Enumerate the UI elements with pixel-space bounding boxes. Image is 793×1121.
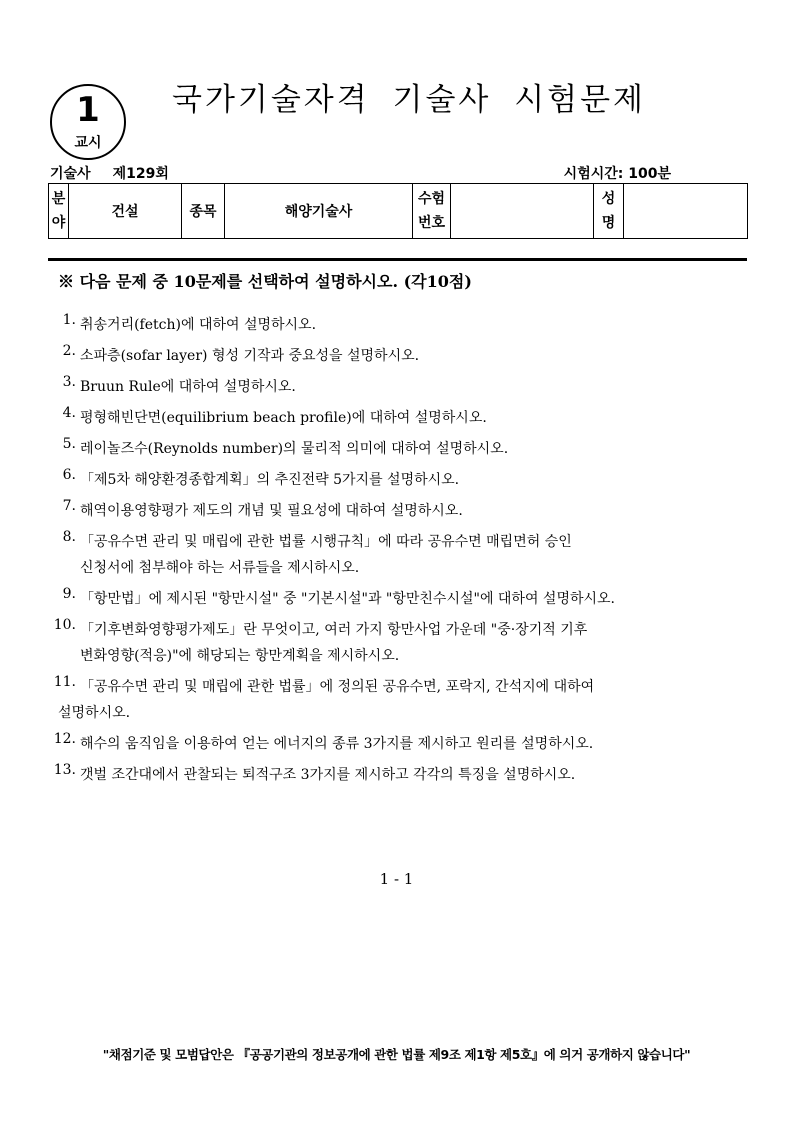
question-item: [50, 374, 750, 400]
examinee-number-field[interactable]: [451, 184, 594, 239]
question-item: [50, 674, 750, 726]
question-number: 8.: [62, 529, 76, 545]
question-number: 11.: [53, 674, 76, 690]
question-number: 13.: [53, 762, 76, 778]
question-text-continued: 신청서에 첨부해야 하는 서류들을 제시하시오.: [80, 560, 360, 576]
question-text: 취송거리(fetch)에 대하여 설명하시오.: [80, 317, 317, 333]
question-number: 4.: [62, 405, 76, 421]
question-text: Bruun Rule에 대하여 설명하시오.: [80, 379, 296, 395]
question-text-continued: 변화영향(적응)"에 해당되는 항만계획을 제시하시오.: [80, 648, 400, 664]
question-item: [50, 312, 750, 338]
question-text: 「항만법」에 제시된 "항만시설" 중 "기본시설"과 "항만친수시설"에 대하여 설명하시오.: [80, 591, 616, 607]
question-number: 6.: [62, 467, 76, 483]
question-number: 7.: [62, 498, 76, 514]
exam-info-table: [48, 183, 748, 239]
question-text: 「공유수면 관리 및 매립에 관한 법률 시행규칙」에 따라 공유수면 매립면허 승인: [80, 534, 572, 550]
field-value: 건설: [69, 184, 182, 239]
question-item: [50, 498, 750, 524]
instruction: ※ 다음 문제 중 10문제를 선택하여 설명하시오. (각10점): [58, 272, 472, 291]
question-item: [50, 617, 750, 669]
divider: [48, 258, 747, 261]
question-item: [50, 343, 750, 369]
question-item: [50, 405, 750, 431]
question-text: 평형해빈단면(equilibrium beach profile)에 대하여 설명하시오.: [80, 410, 487, 426]
exam-type: 기술사: [50, 166, 91, 182]
field-label: 분 야: [49, 184, 69, 239]
document-title: 국가기술자격 기술사 시험문제: [172, 82, 647, 118]
page-number: 1 - 1: [379, 870, 414, 888]
question-number: 3.: [62, 374, 76, 390]
question-text: 해역이용영향평가 제도의 개념 및 필요성에 대하여 설명하시오.: [80, 503, 463, 519]
question-item: [50, 467, 750, 493]
exam-round: [50, 163, 169, 183]
question-number: 12.: [53, 731, 76, 747]
question-text: 레이놀즈수(Reynolds number)의 물리적 의미에 대하여 설명하시오.: [80, 441, 509, 457]
question-text-continued: 설명하시오.: [58, 705, 131, 721]
question-number: 9.: [62, 586, 76, 602]
subject-label: 종목: [182, 184, 225, 239]
session-badge: [50, 84, 126, 160]
subject-value: 해양기술사: [225, 184, 413, 239]
footer-notice: "채점기준 및 모범답안은 『공공기관의 정보공개에 관한 법률 제9조 제1항 제5호』에 의거 공개하지 않습니다": [102, 1047, 691, 1062]
examinee-number-label: 수험 번호: [413, 184, 451, 239]
question-list: [50, 312, 750, 788]
session-number: 1: [76, 90, 100, 130]
exam-session: 제129회: [112, 166, 169, 182]
name-label: 성 명: [594, 184, 624, 239]
question-item: [50, 436, 750, 462]
question-text: 「제5차 해양환경종합계획」의 추진전략 5가지를 설명하시오.: [80, 472, 460, 488]
question-text: 해수의 움직임을 이용하여 얻는 에너지의 종류 3가지를 제시하고 원리를 설명하시오.: [80, 736, 594, 752]
question-text: 「기후변화영향평가제도」란 무엇이고, 여러 가지 항만사업 가운데 "중·장기적 기후: [80, 622, 588, 638]
question-text: 갯벌 조간대에서 관찰되는 퇴적구조 3가지를 제시하고 각각의 특징을 설명하시오.: [80, 767, 576, 783]
session-label: 교시: [74, 135, 102, 151]
question-number: 10.: [53, 617, 76, 633]
question-text: 소파층(sofar layer) 형성 기작과 중요성을 설명하시오.: [80, 348, 420, 364]
question-text: 「공유수면 관리 및 매립에 관한 법률」에 정의된 공유수면, 포락지, 간석지에 대하여: [80, 679, 595, 695]
question-number: 2.: [62, 343, 76, 359]
question-item: [50, 762, 750, 788]
exam-time: 시험시간: 100분: [563, 166, 671, 182]
question-item: [50, 529, 750, 581]
question-item: [50, 586, 750, 612]
question-number: 1.: [62, 312, 76, 328]
name-field[interactable]: [624, 184, 748, 239]
question-number: 5.: [62, 436, 76, 452]
question-item: [50, 731, 750, 757]
